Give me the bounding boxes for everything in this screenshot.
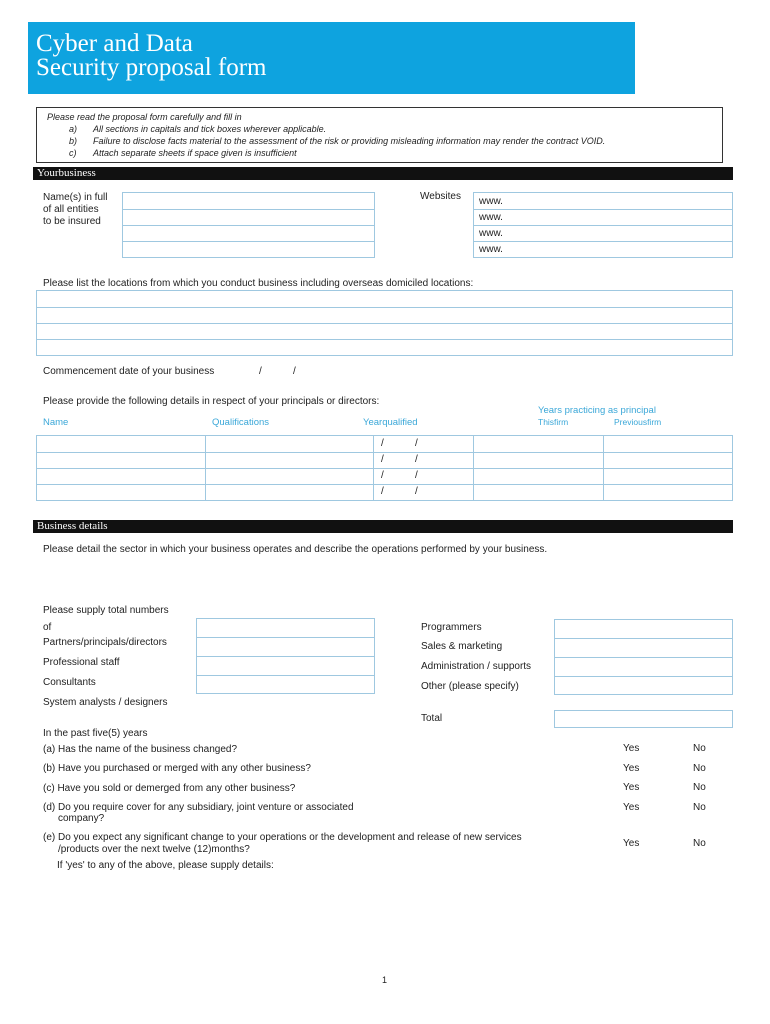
details-label: If 'yes' to any of the above, please supply details: [57, 860, 274, 871]
total-label: Total [421, 713, 443, 724]
date-separator: / [293, 366, 296, 377]
question-text: (a) Has the name of the business changed? [43, 744, 238, 755]
staff-label: Other (please specify) [421, 681, 519, 692]
staff-label: Administration / supports [421, 661, 532, 672]
names-label: Name(s) in full [43, 192, 108, 203]
instruction-marker: a) [69, 124, 78, 134]
staff-left-fields[interactable] [196, 618, 375, 694]
website-prefix: www. [479, 244, 503, 255]
form-title-line-2: Security proposal form [36, 54, 267, 81]
question-text: (e) Do you expect any significant change to your operations or the development and release of new services [43, 832, 522, 843]
form-title-line-1: Cyber and Data [36, 30, 193, 57]
date-separator: / [415, 454, 418, 465]
header-banner [28, 22, 635, 94]
no-option[interactable]: No [693, 763, 706, 774]
commencement-label: Commencement date of your business [43, 366, 215, 377]
total-field[interactable] [554, 710, 733, 728]
section-bar-your-business [33, 167, 733, 180]
no-option[interactable]: No [693, 838, 706, 849]
col-header-qualifications: Qualifications [212, 417, 270, 428]
principals-table[interactable] [36, 435, 733, 501]
date-separator: / [381, 454, 384, 465]
date-separator: / [381, 438, 384, 449]
no-option[interactable]: No [693, 782, 706, 793]
question-text-continued: /products over the next twelve (12)months? [58, 844, 250, 855]
no-option[interactable]: No [693, 802, 706, 813]
date-separator: / [415, 438, 418, 449]
yes-option[interactable]: Yes [623, 763, 640, 774]
date-separator: / [381, 470, 384, 481]
section-bar-business-details [33, 520, 733, 533]
entity-names-field[interactable] [122, 192, 375, 258]
instruction-text: Attach separate sheets if space given is insufficient [93, 148, 297, 158]
years-practicing-header: Years practicing as principal [538, 405, 656, 416]
staff-label: Sales & marketing [421, 641, 503, 652]
locations-label: Please list the locations from which you conduct business including overseas domiciled locations: [43, 278, 474, 289]
section-title: Yourbusiness [37, 167, 96, 179]
staff-label: Consultants [43, 677, 96, 688]
instruction-text: All sections in capitals and tick boxes wherever applicable. [93, 124, 327, 134]
principals-label: Please provide the following details in respect of your principals or directors: [43, 396, 380, 407]
staff-intro: of [43, 622, 52, 633]
question-text: (d) Do you require cover for any subsidiary, joint venture or associated [43, 802, 354, 813]
names-label: of all entities [43, 204, 99, 215]
yes-option[interactable]: Yes [623, 782, 640, 793]
staff-label: System analysts / designers [43, 697, 168, 708]
instruction-marker: c) [69, 148, 77, 158]
sector-label: Please detail the sector in which your business operates and describe the operations performed by your business. [43, 544, 548, 555]
date-separator: / [381, 486, 384, 497]
locations-field[interactable] [36, 290, 733, 356]
no-option[interactable]: No [693, 743, 706, 754]
col-header-name: Name [43, 417, 69, 428]
past-years-label: In the past five(5) years [43, 728, 148, 739]
websites-field[interactable] [473, 192, 733, 258]
col-header-year-qualified: Yearqualified [363, 417, 418, 428]
staff-right-fields[interactable] [554, 619, 733, 695]
staff-label: Professional staff [43, 657, 120, 668]
yes-option[interactable]: Yes [623, 838, 640, 849]
websites-label: Websites [420, 191, 461, 202]
staff-intro: Please supply total numbers [43, 605, 169, 616]
website-prefix: www. [479, 196, 503, 207]
names-label: to be insured [43, 216, 101, 227]
website-prefix: www. [479, 212, 503, 223]
website-prefix: www. [479, 228, 503, 239]
question-text: (c) Have you sold or demerged from any other business? [43, 783, 296, 794]
date-separator: / [415, 470, 418, 481]
instruction-marker: b) [69, 136, 78, 146]
instructions-box [36, 107, 723, 163]
instructions-heading: Please read the proposal form carefully and fill in [47, 112, 242, 122]
date-separator: / [259, 366, 262, 377]
staff-label: Programmers [421, 622, 482, 633]
date-separator: / [415, 486, 418, 497]
yes-option[interactable]: Yes [623, 743, 640, 754]
yes-option[interactable]: Yes [623, 802, 640, 813]
question-text-continued: company? [58, 813, 105, 824]
staff-label: Partners/principals/directors [43, 637, 167, 648]
section-title: Business details [37, 520, 108, 532]
page-number: 1 [382, 975, 388, 985]
col-header-previous-firm: Previousfirm [614, 417, 662, 427]
instruction-text: Failure to disclose facts material to the assessment of the risk or providing misleading information may render the contract VOID. [93, 136, 606, 146]
question-text: (b) Have you purchased or merged with any other business? [43, 763, 311, 774]
col-header-this-firm: Thisfirm [538, 417, 569, 427]
